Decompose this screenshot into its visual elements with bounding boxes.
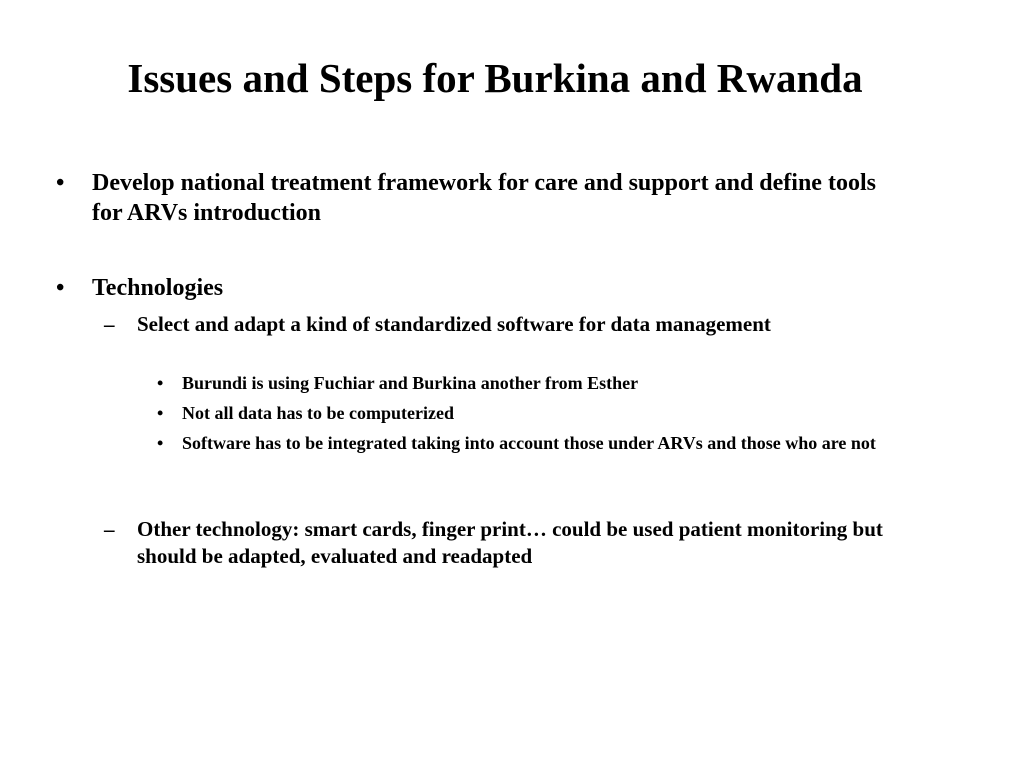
- bullet-item-treatment-framework: [56, 168, 892, 228]
- sub-bullet-text: Other technology: smart cards, finger print… could be used patient monitoring but should be adapted, evaluated and readapted: [137, 517, 883, 568]
- bullet-item-technologies: [56, 273, 892, 303]
- bullet-text: Develop national treatment framework for care and support and define tools for ARVs introduction: [92, 170, 876, 226]
- bullet-marker: •: [157, 433, 164, 453]
- bullet-marker: •: [157, 403, 164, 423]
- bullet-marker: •: [56, 170, 65, 196]
- sub-sub-bullet-item-data: [157, 401, 902, 425]
- sub-sub-bullet-item-burundi: [157, 371, 902, 395]
- sub-bullet-text: Select and adapt a kind of standardized software for data management: [137, 312, 771, 336]
- bullet-marker: •: [157, 373, 164, 393]
- sub-bullet-item-software: [104, 311, 797, 338]
- sub-sub-bullet-item-integration: [157, 431, 902, 455]
- sub-sub-bullet-text: Software has to be integrated taking into account those under ARVs and those who are not: [182, 433, 876, 453]
- dash-marker: –: [104, 312, 115, 336]
- sub-sub-bullet-text: Burundi is using Fuchiar and Burkina another from Esther: [182, 373, 639, 393]
- dash-marker: –: [104, 517, 115, 541]
- bullet-text: Technologies: [92, 275, 224, 301]
- slide-title: Issues and Steps for Burkina and Rwanda: [127, 55, 863, 101]
- sub-sub-bullet-text: Not all data has to be computerized: [182, 403, 454, 423]
- bullet-marker: •: [56, 275, 65, 301]
- sub-bullet-item-other-technology: [104, 516, 897, 570]
